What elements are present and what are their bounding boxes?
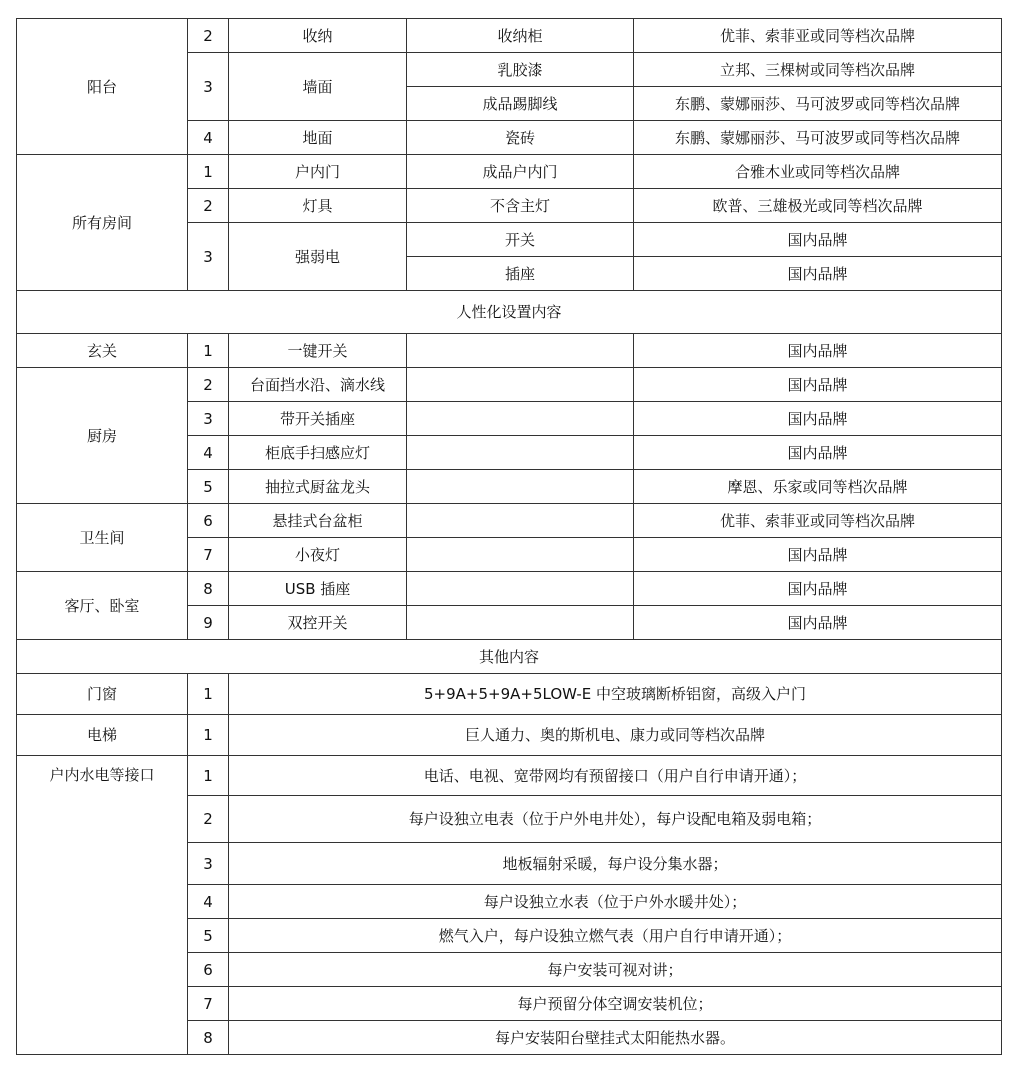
- no-cell: 1: [188, 756, 229, 796]
- sub-cell: [407, 606, 634, 640]
- brand-cell: 国内品牌: [634, 436, 1002, 470]
- item-cell: 柜底手扫感应灯: [229, 436, 407, 470]
- no-cell: 7: [188, 538, 229, 572]
- sub-cell: 成品户内门: [407, 155, 634, 189]
- brand-cell: 国内品牌: [634, 402, 1002, 436]
- room-cell: 厨房: [17, 368, 188, 504]
- sub-cell: [407, 436, 634, 470]
- desc-cell: 5+9A+5+9A+5LOW-E 中空玻璃断桥铝窗，高级入户门: [229, 674, 1002, 715]
- brand-cell: 优菲、索菲亚或同等档次品牌: [634, 19, 1002, 53]
- brand-cell: 国内品牌: [634, 257, 1002, 291]
- sub-cell: 插座: [407, 257, 634, 291]
- brand-cell: 欧普、三雄极光或同等档次品牌: [634, 189, 1002, 223]
- desc-cell: 燃气入户，每户设独立燃气表（用户自行申请开通）；: [229, 919, 1002, 953]
- no-cell: 8: [188, 572, 229, 606]
- brand-cell: 东鹏、蒙娜丽莎、马可波罗或同等档次品牌: [634, 121, 1002, 155]
- sub-cell: [407, 402, 634, 436]
- table-row: [17, 674, 1002, 715]
- no-cell: 2: [188, 19, 229, 53]
- desc-cell: 地板辐射采暖，每户设分集水器；: [229, 843, 1002, 885]
- item-cell: 地面: [229, 121, 407, 155]
- desc-cell: 每户设独立电表（位于户外电井处），每户设配电箱及弱电箱；: [229, 796, 1002, 843]
- sub-cell: 收纳柜: [407, 19, 634, 53]
- item-cell: 悬挂式台盆柜: [229, 504, 407, 538]
- item-cell: 台面挡水沿、滴水线: [229, 368, 407, 402]
- sub-cell: [407, 334, 634, 368]
- table-row: [17, 504, 1002, 538]
- no-cell: 2: [188, 796, 229, 843]
- sub-cell: 开关: [407, 223, 634, 257]
- room-cell: 阳台: [17, 19, 188, 155]
- item-cell: 抽拉式厨盆龙头: [229, 470, 407, 504]
- brand-cell: 摩恩、乐家或同等档次品牌: [634, 470, 1002, 504]
- no-cell: 3: [188, 402, 229, 436]
- desc-cell: 每户预留分体空调安装机位；: [229, 987, 1002, 1021]
- item-cell: 灯具: [229, 189, 407, 223]
- desc-cell: 电话、电视、宽带网均有预留接口（用户自行申请开通）；: [229, 756, 1002, 796]
- table-row: [17, 334, 1002, 368]
- no-cell: 4: [188, 436, 229, 470]
- section-title-humanized: 人性化设置内容: [17, 291, 1002, 334]
- sub-cell: 成品踢脚线: [407, 87, 634, 121]
- no-cell: 1: [188, 334, 229, 368]
- brand-cell: 国内品牌: [634, 538, 1002, 572]
- sub-cell: [407, 470, 634, 504]
- table-row: [17, 715, 1002, 756]
- no-cell: 3: [188, 843, 229, 885]
- no-cell: 6: [188, 953, 229, 987]
- item-cell: 小夜灯: [229, 538, 407, 572]
- room-cell: 玄关: [17, 334, 188, 368]
- no-cell: 3: [188, 53, 229, 121]
- brand-cell: 国内品牌: [634, 334, 1002, 368]
- item-cell: 户内门: [229, 155, 407, 189]
- desc-cell: 每户设独立水表（位于户外水暖井处）；: [229, 885, 1002, 919]
- item-cell: 墙面: [229, 53, 407, 121]
- sub-cell: [407, 504, 634, 538]
- brand-cell: 国内品牌: [634, 368, 1002, 402]
- no-cell: 1: [188, 674, 229, 715]
- brand-cell: 合雅木业或同等档次品牌: [634, 155, 1002, 189]
- table-row: [17, 19, 1002, 53]
- item-cell: 带开关插座: [229, 402, 407, 436]
- room-cell: 门窗: [17, 674, 188, 715]
- no-cell: 2: [188, 368, 229, 402]
- no-cell: 1: [188, 715, 229, 756]
- brand-cell: 优菲、索菲亚或同等档次品牌: [634, 504, 1002, 538]
- no-cell: 2: [188, 189, 229, 223]
- brand-cell: 国内品牌: [634, 606, 1002, 640]
- sub-cell: 瓷砖: [407, 121, 634, 155]
- desc-cell: 每户安装阳台壁挂式太阳能热水器。: [229, 1021, 1002, 1055]
- section-title-other: 其他内容: [17, 640, 1002, 674]
- no-cell: 7: [188, 987, 229, 1021]
- brand-cell: 国内品牌: [634, 223, 1002, 257]
- item-cell: USB 插座: [229, 572, 407, 606]
- no-cell: 4: [188, 121, 229, 155]
- table-row: [17, 368, 1002, 402]
- sub-cell: [407, 368, 634, 402]
- brand-cell: 东鹏、蒙娜丽莎、马可波罗或同等档次品牌: [634, 87, 1002, 121]
- item-cell: 强弱电: [229, 223, 407, 291]
- no-cell: 6: [188, 504, 229, 538]
- no-cell: 8: [188, 1021, 229, 1055]
- no-cell: 4: [188, 885, 229, 919]
- specification-table: [16, 18, 1002, 1055]
- section-row: [17, 291, 1002, 334]
- sub-cell: [407, 538, 634, 572]
- room-cell: 客厅、卧室: [17, 572, 188, 640]
- no-cell: 9: [188, 606, 229, 640]
- room-cell: 卫生间: [17, 504, 188, 572]
- desc-cell: 巨人通力、奥的斯机电、康力或同等档次品牌: [229, 715, 1002, 756]
- room-cell: 户内水电等接口: [17, 756, 188, 1055]
- no-cell: 5: [188, 919, 229, 953]
- item-cell: 双控开关: [229, 606, 407, 640]
- no-cell: 3: [188, 223, 229, 291]
- sub-cell: 乳胶漆: [407, 53, 634, 87]
- table-row: [17, 155, 1002, 189]
- brand-cell: 国内品牌: [634, 572, 1002, 606]
- item-cell: 收纳: [229, 19, 407, 53]
- desc-cell: 每户安装可视对讲；: [229, 953, 1002, 987]
- sub-cell: 不含主灯: [407, 189, 634, 223]
- sub-cell: [407, 572, 634, 606]
- brand-cell: 立邦、三棵树或同等档次品牌: [634, 53, 1002, 87]
- table-row: [17, 756, 1002, 796]
- item-cell: 一键开关: [229, 334, 407, 368]
- no-cell: 5: [188, 470, 229, 504]
- room-cell: 所有房间: [17, 155, 188, 291]
- section-row: [17, 640, 1002, 674]
- no-cell: 1: [188, 155, 229, 189]
- table-row: [17, 572, 1002, 606]
- room-cell: 电梯: [17, 715, 188, 756]
